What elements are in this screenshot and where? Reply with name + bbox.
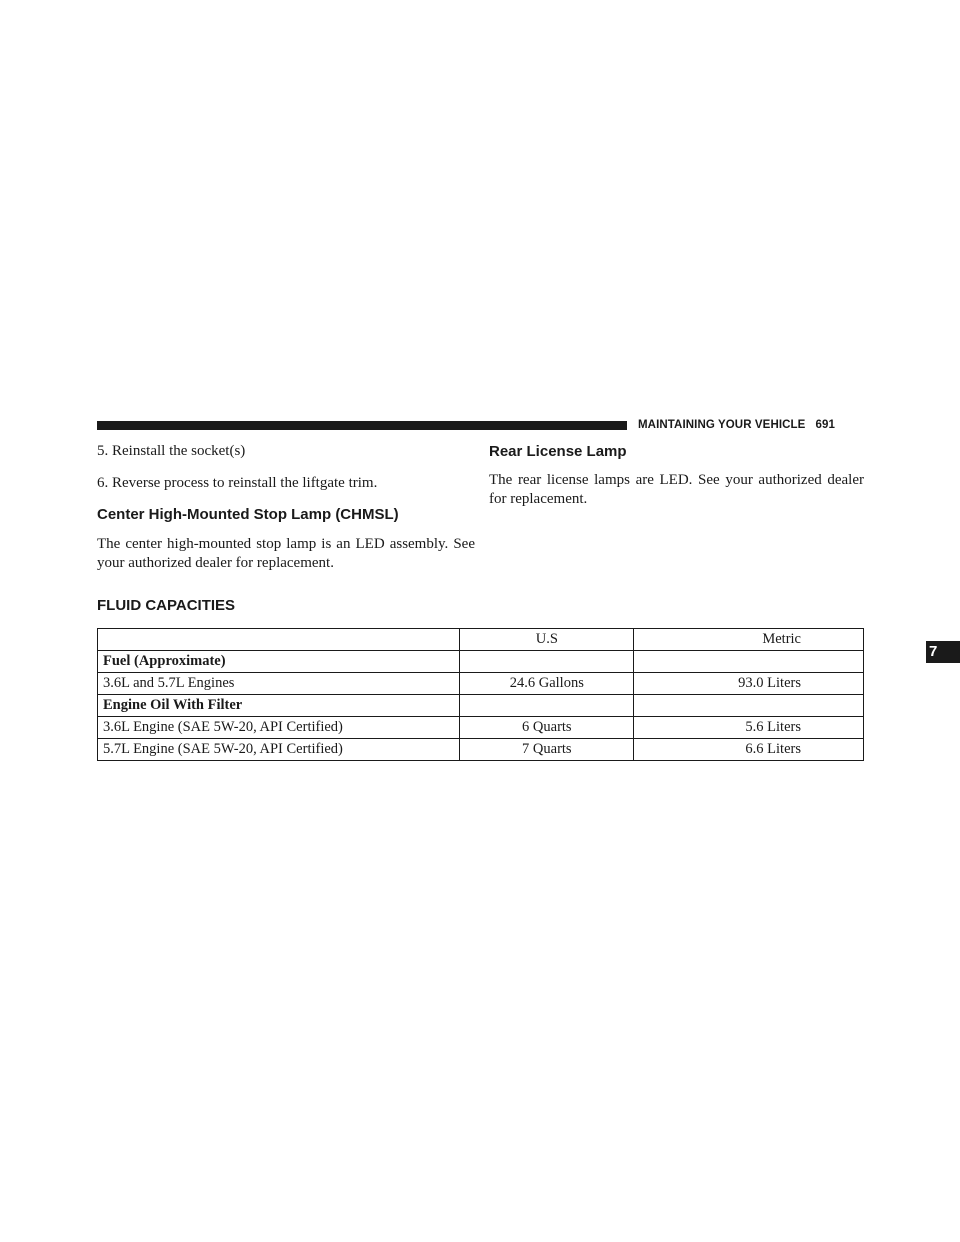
chapter-tab: 7 [926, 641, 960, 663]
table-cell [460, 651, 634, 673]
table-header-cell [98, 629, 460, 651]
table-cell: 7 Quarts [460, 739, 634, 761]
running-header [638, 419, 835, 431]
table-cell: 6.6 Liters [634, 739, 864, 761]
table-cell: 3.6L Engine (SAE 5W-20, API Certified) [98, 717, 460, 739]
table-cell: 6 Quarts [460, 717, 634, 739]
table-cell [634, 651, 864, 673]
fluid-capacities-title: FLUID CAPACITIES [97, 597, 236, 614]
table-header-row [98, 629, 864, 651]
fluid-capacities-table [97, 628, 864, 761]
table-cell: Engine Oil With Filter [98, 695, 460, 717]
left-column [97, 442, 475, 573]
table-row [98, 651, 864, 673]
table-header-cell: Metric [634, 629, 864, 651]
table-row [98, 673, 864, 695]
table-row [98, 739, 864, 761]
license-lamp-paragraph: The rear license lamps are LED. See your authorized dealer for replacement. [489, 472, 864, 507]
license-lamp-heading: Rear License Lamp [489, 443, 627, 460]
table-cell: 24.6 Gallons [460, 673, 634, 695]
table-cell: 5.7L Engine (SAE 5W-20, API Certified) [98, 739, 460, 761]
right-column [489, 442, 864, 509]
header-rule [97, 421, 627, 430]
table-row [98, 717, 864, 739]
table-cell: 5.6 Liters [634, 717, 864, 739]
table-row [98, 695, 864, 717]
table-cell: 3.6L and 5.7L Engines [98, 673, 460, 695]
step-6: 6. Reverse process to reinstall the liftgate trim. [97, 475, 378, 491]
table-cell [634, 695, 864, 717]
table-cell: 93.0 Liters [634, 673, 864, 695]
page-number: 691 [815, 419, 835, 431]
header-section-title: MAINTAINING YOUR VEHICLE [638, 419, 806, 431]
chmsl-paragraph: The center high-mounted stop lamp is an LED assembly. See your authorized dealer for replacement. [97, 536, 475, 571]
table-header-cell: U.S [460, 629, 634, 651]
table-cell: Fuel (Approximate) [98, 651, 460, 673]
step-5: 5. Reinstall the socket(s) [97, 443, 246, 459]
chmsl-heading: Center High-Mounted Stop Lamp (CHMSL) [97, 506, 399, 523]
table-cell [460, 695, 634, 717]
